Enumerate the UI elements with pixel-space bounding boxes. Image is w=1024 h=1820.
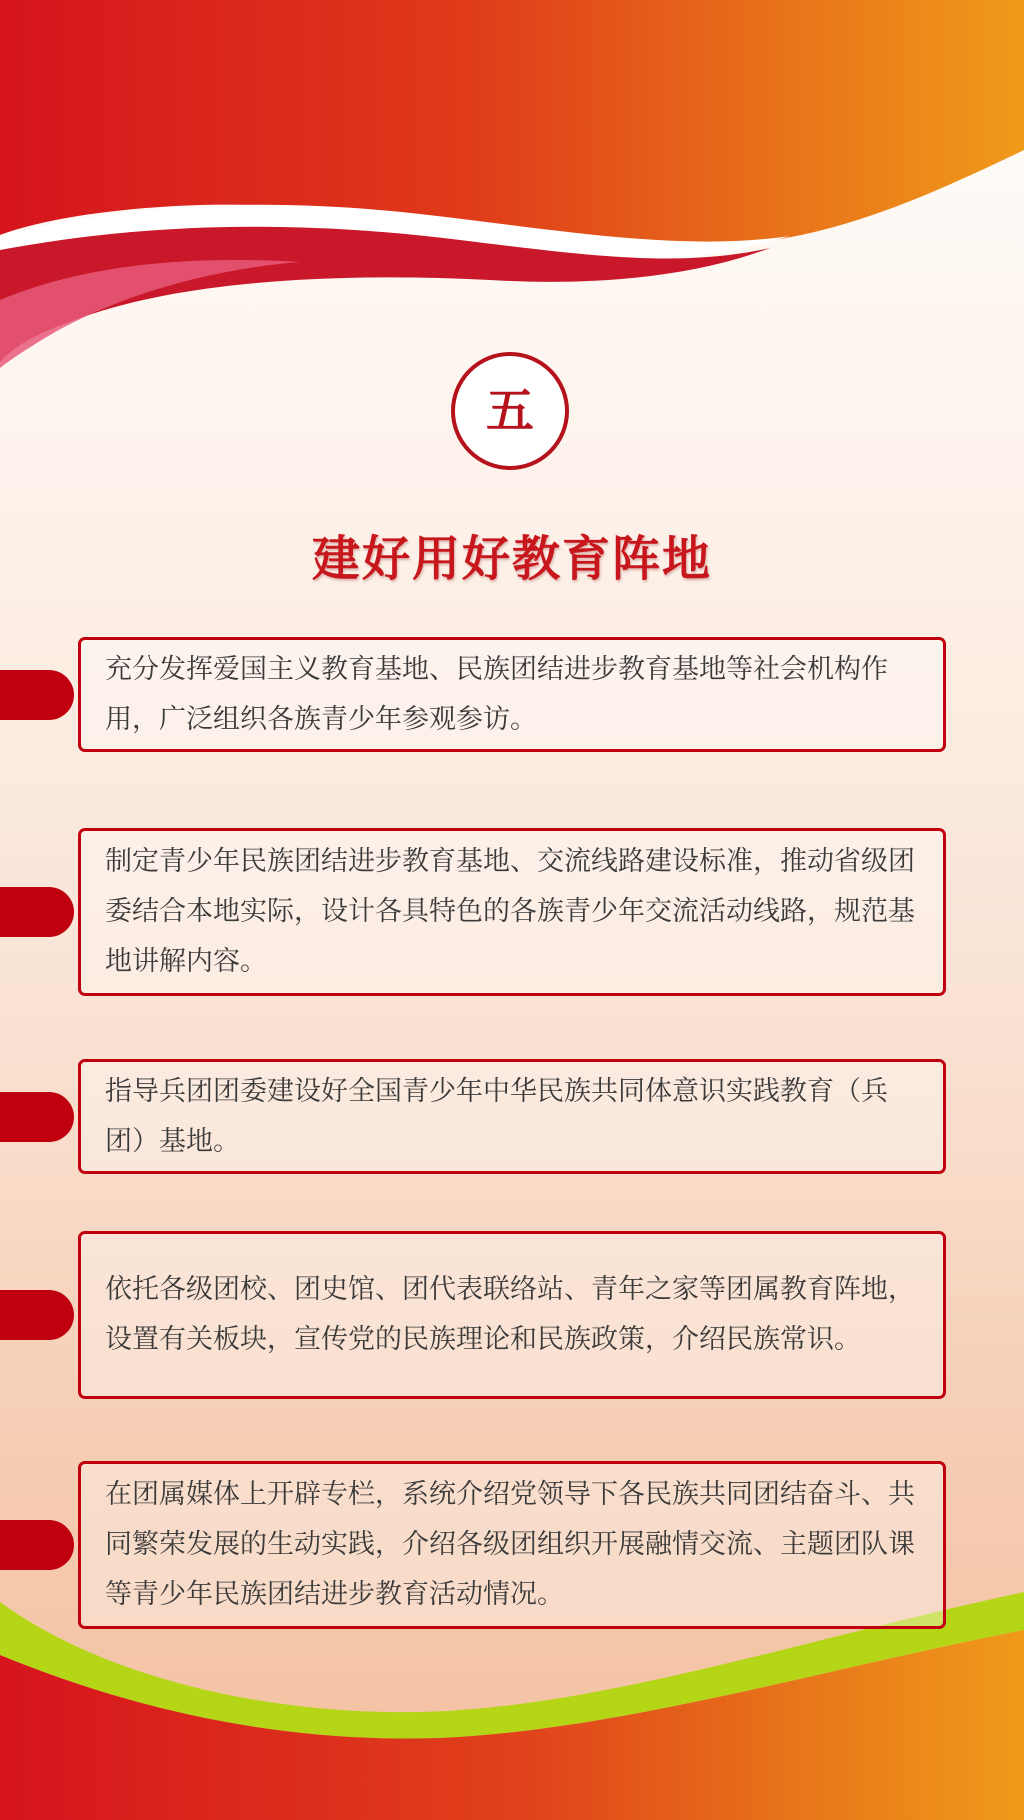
item-marker [0,670,74,720]
item-text: 指导兵团团委建设好全国青少年中华民族共同体意识实践教育（兵团）基地。 [105,1075,888,1157]
item-marker [0,887,74,937]
item-marker [0,1520,74,1570]
list-item [0,828,1024,996]
item-text: 依托各级团校、团史馆、团代表联络站、青年之家等团属教育阵地，设置有关板块，宣传党的民族理论和民族政策，介绍民族常识。 [105,1274,915,1355]
item-box [78,1461,946,1629]
item-marker [0,1290,74,1340]
list-item [0,1059,1024,1174]
section-title: 建好用好教育阵地 [311,531,712,587]
item-marker [0,1092,74,1142]
item-text: 制定青少年民族团结进步教育基地、交流线路建设标准，推动省级团委结合本地实际，设计各具特色的各族青少年交流活动线路，规范基地讲解内容。 [105,846,915,977]
item-box [78,828,946,996]
item-box [78,1231,946,1399]
list-item [0,1461,1024,1629]
top-wave-decoration [0,0,1024,380]
section-number: 五 [485,383,534,439]
list-item [0,637,1024,752]
list-item [0,1231,1024,1399]
item-text: 充分发挥爱国主义教育基地、民族团结进步教育基地等社会机构作用，广泛组织各族青少年参观参访。 [105,653,888,735]
item-box [78,637,946,752]
item-box [78,1059,946,1174]
item-text: 在团属媒体上开辟专栏，系统介绍党领导下各民族共同团结奋斗、共同繁荣发展的生动实践，介绍各级团组织开展融情交流、主题团队课等青少年民族团结进步教育活动情况。 [105,1479,915,1610]
section-number-badge [451,352,569,470]
